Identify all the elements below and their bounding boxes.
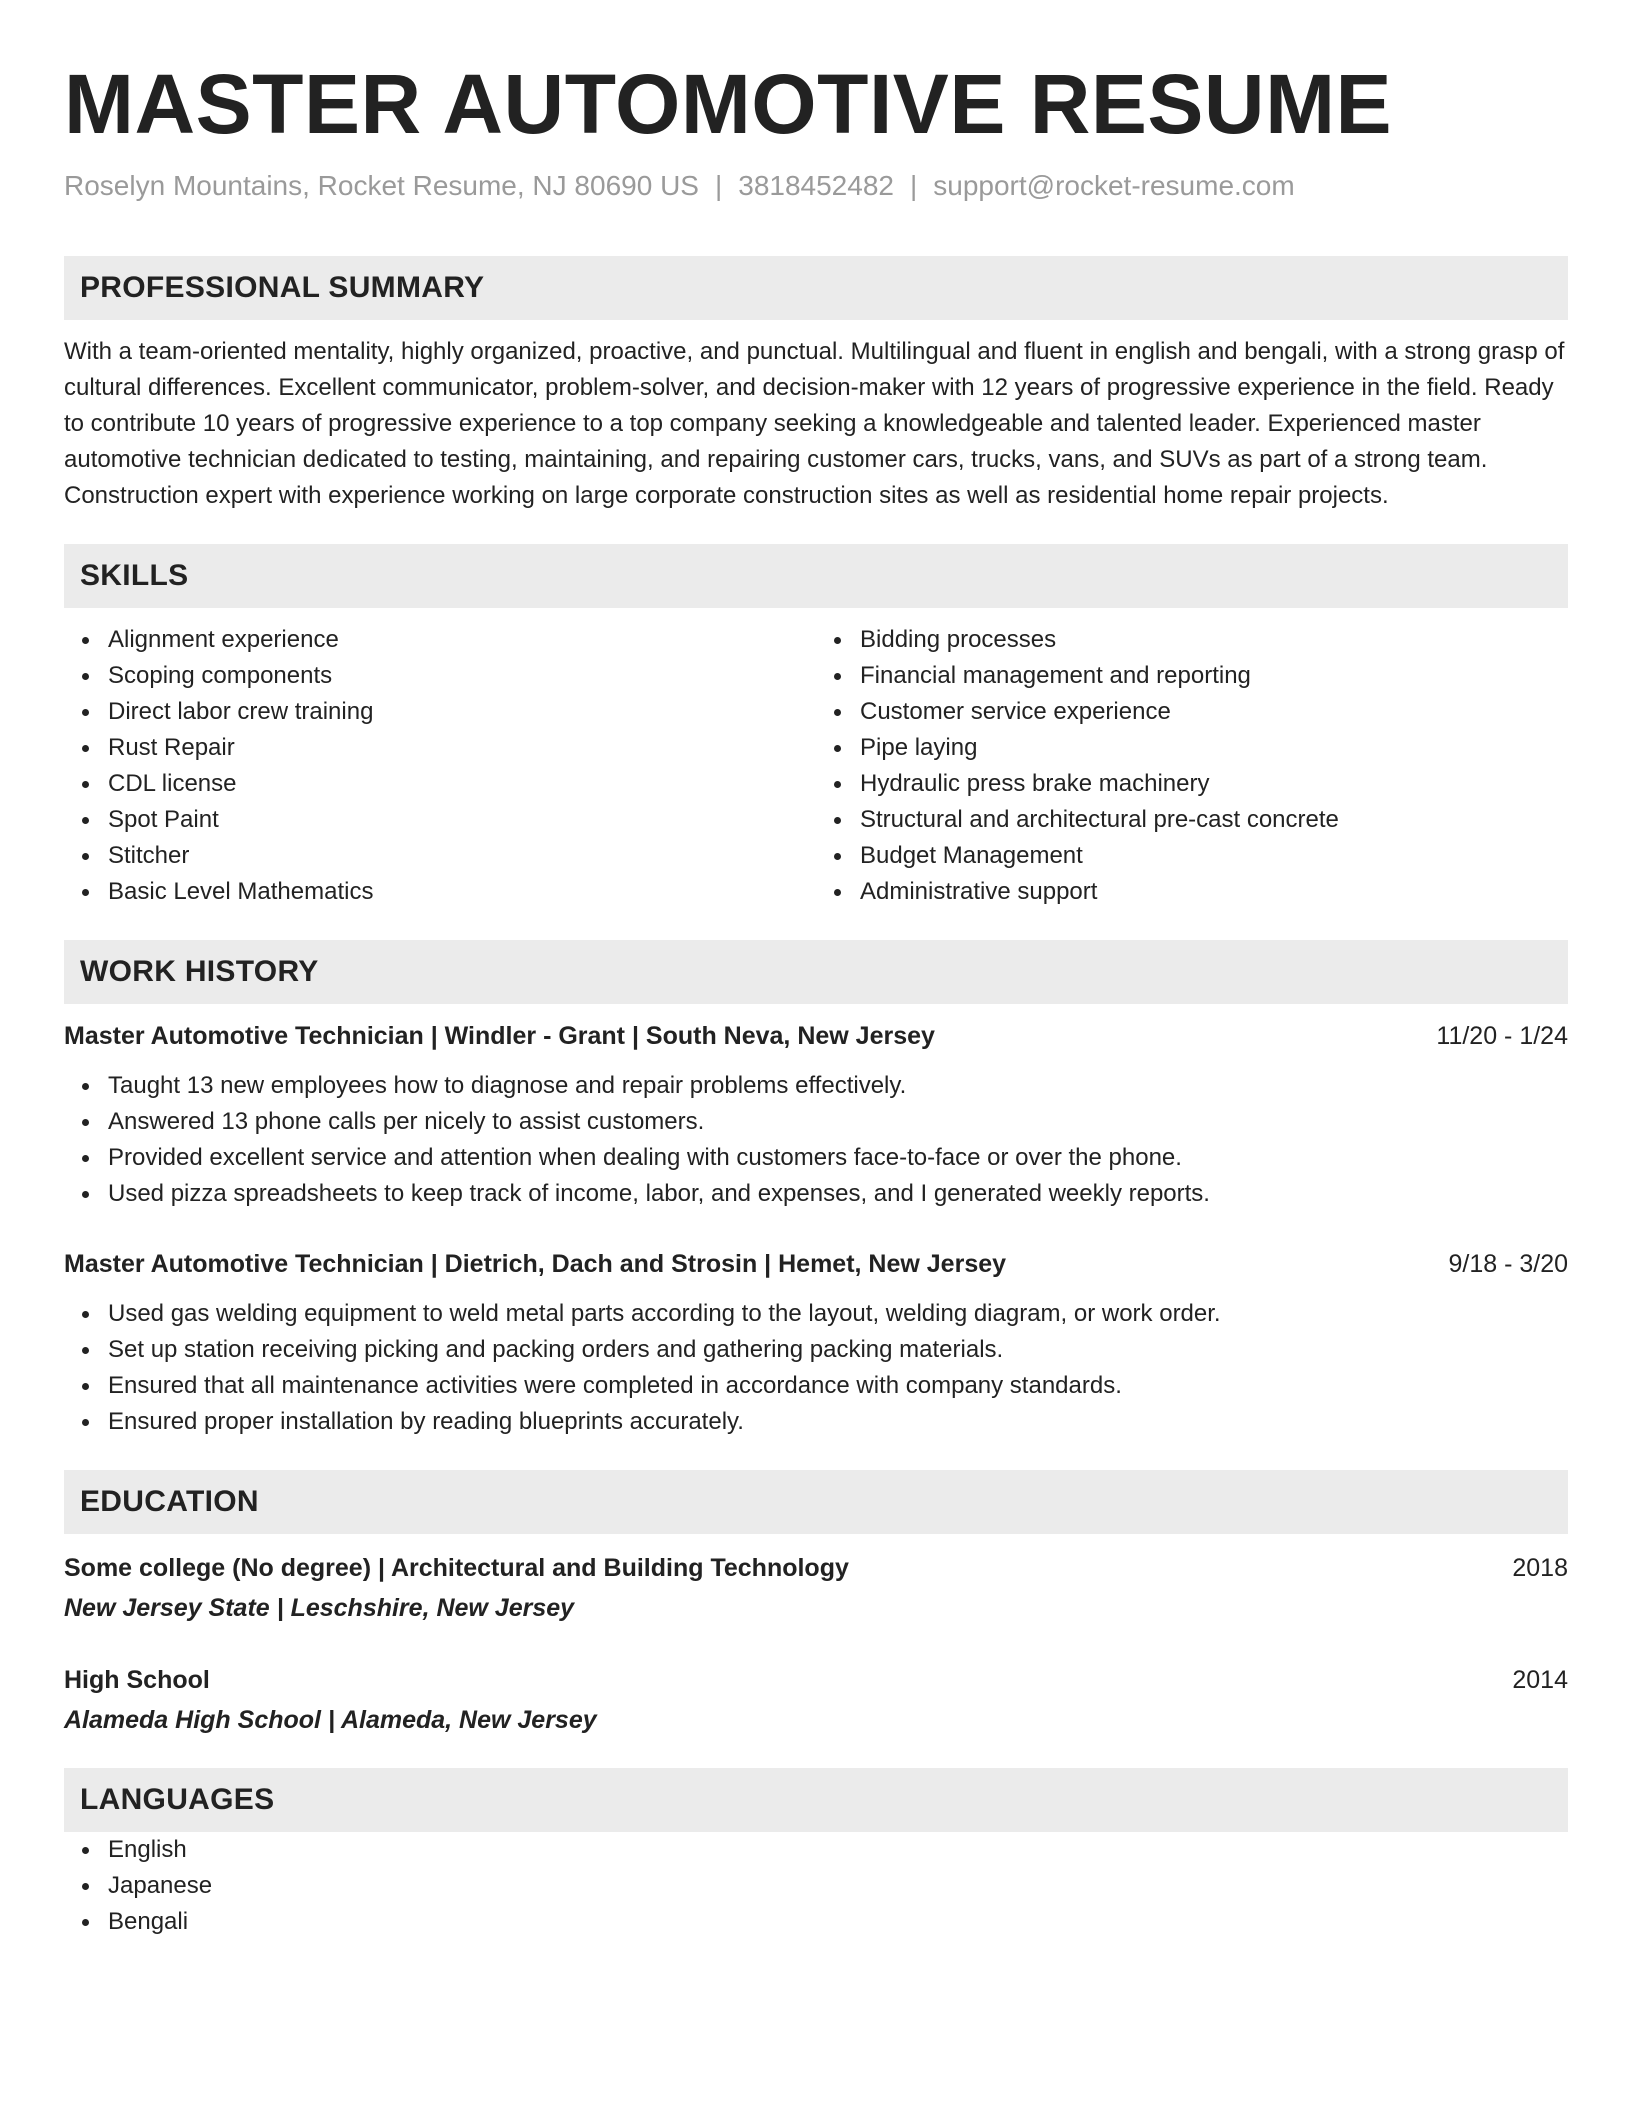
- job-entry: [64, 1018, 1568, 1212]
- education-school: New Jersey State | Leschshire, New Jersey: [64, 1594, 575, 1622]
- work-history-heading: WORK HISTORY: [64, 940, 1568, 1004]
- skill-item: Financial management and reporting: [816, 658, 1568, 694]
- job-bullet: Ensured that all maintenance activities were completed in accordance with company standards.: [64, 1368, 1568, 1404]
- skill-item: Alignment experience: [64, 622, 816, 658]
- education-year: 2018: [1512, 1554, 1568, 1582]
- job-entry: [64, 1246, 1568, 1440]
- skill-item: Rust Repair: [64, 730, 816, 766]
- contact-separator: |: [714, 170, 723, 201]
- education-school: Alameda High School | Alameda, New Jersey: [64, 1706, 597, 1734]
- job-bullet: Taught 13 new employees how to diagnose and repair problems effectively.: [64, 1068, 1568, 1104]
- education-degree: Some college (No degree) | Architectural and Building Technology: [64, 1554, 849, 1582]
- skill-item: Administrative support: [816, 874, 1568, 910]
- skill-item: Stitcher: [64, 838, 816, 874]
- skill-item: Customer service experience: [816, 694, 1568, 730]
- language-item: Japanese: [64, 1868, 1568, 1904]
- resume-title: MASTER AUTOMOTIVE RESUME: [64, 57, 1393, 151]
- skill-item: Bidding processes: [816, 622, 1568, 658]
- job-bullet: Set up station receiving picking and packing orders and gathering packing materials.: [64, 1332, 1568, 1368]
- job-bullet: Answered 13 phone calls per nicely to assist customers.: [64, 1104, 1568, 1140]
- summary-text: With a team-oriented mentality, highly organized, proactive, and punctual. Multilingual and fluent in english and bengali, with a strong grasp of cultural differences. Excellent communicator, problem-solver, and decision-maker with 12 years of progressive experience in the field. Ready to contribute 10 years of progressive experience to a top company seeking a knowledgeable and talented leader. Experienced master automotive technician dedicated to testing, maintaining, and repairing customer cars, trucks, vans, and SUVs as part of a strong team. Construction expert with experience working on large corporate construction sites as well as residential home repair projects.: [64, 338, 1565, 509]
- job-bullet: Provided excellent service and attention when dealing with customers face-to-face or over the phone.: [64, 1140, 1568, 1176]
- skills-column-left: [64, 622, 816, 910]
- skill-item: Hydraulic press brake machinery: [816, 766, 1568, 802]
- job-bullet: Used pizza spreadsheets to keep track of income, labor, and expenses, and I generated weekly reports.: [64, 1176, 1568, 1212]
- job-dates: 11/20 - 1/24: [1436, 1022, 1568, 1050]
- education-header: [64, 1662, 1568, 1698]
- languages-list: [64, 1832, 1568, 1940]
- skills-heading: SKILLS: [64, 544, 1568, 608]
- education-header: [64, 1550, 1568, 1586]
- skill-item: CDL license: [64, 766, 816, 802]
- skill-item: Direct labor crew training: [64, 694, 816, 730]
- skill-item: Structural and architectural pre-cast concrete: [816, 802, 1568, 838]
- job-header: [64, 1246, 1568, 1282]
- job-title: Master Automotive Technician | Dietrich, Dach and Strosin | Hemet, New Jersey: [64, 1250, 1007, 1278]
- contact-address: Roselyn Mountains, Rocket Resume, NJ 80690 US: [64, 170, 699, 201]
- contact-separator: |: [909, 170, 918, 201]
- contact-email: support@rocket-resume.com: [933, 170, 1295, 201]
- job-bullets: [64, 1068, 1568, 1212]
- language-item: Bengali: [64, 1904, 1568, 1940]
- education-year: 2014: [1512, 1666, 1568, 1694]
- education-heading: EDUCATION: [64, 1470, 1568, 1534]
- skills-list: [64, 622, 1568, 910]
- skill-item: Spot Paint: [64, 802, 816, 838]
- job-title: Master Automotive Technician | Windler - Grant | South Neva, New Jersey: [64, 1022, 935, 1050]
- skills-column-right: [816, 622, 1568, 910]
- job-bullet: Used gas welding equipment to weld metal parts according to the layout, welding diagram, or work order.: [64, 1296, 1568, 1332]
- education-degree: High School: [64, 1666, 210, 1694]
- language-item: English: [64, 1832, 1568, 1868]
- job-bullets: [64, 1296, 1568, 1440]
- job-bullet: Ensured proper installation by reading blueprints accurately.: [64, 1404, 1568, 1440]
- education-entry: [64, 1662, 1568, 1738]
- education-entry: [64, 1550, 1568, 1626]
- skill-item: Pipe laying: [816, 730, 1568, 766]
- skill-item: Basic Level Mathematics: [64, 874, 816, 910]
- contact-line: [64, 168, 1568, 204]
- job-header: [64, 1018, 1568, 1054]
- job-dates: 9/18 - 3/20: [1448, 1250, 1568, 1278]
- languages-heading: LANGUAGES: [64, 1768, 1568, 1832]
- summary-heading: PROFESSIONAL SUMMARY: [64, 256, 1568, 320]
- contact-phone: 3818452482: [738, 170, 894, 201]
- skill-item: Scoping components: [64, 658, 816, 694]
- skill-item: Budget Management: [816, 838, 1568, 874]
